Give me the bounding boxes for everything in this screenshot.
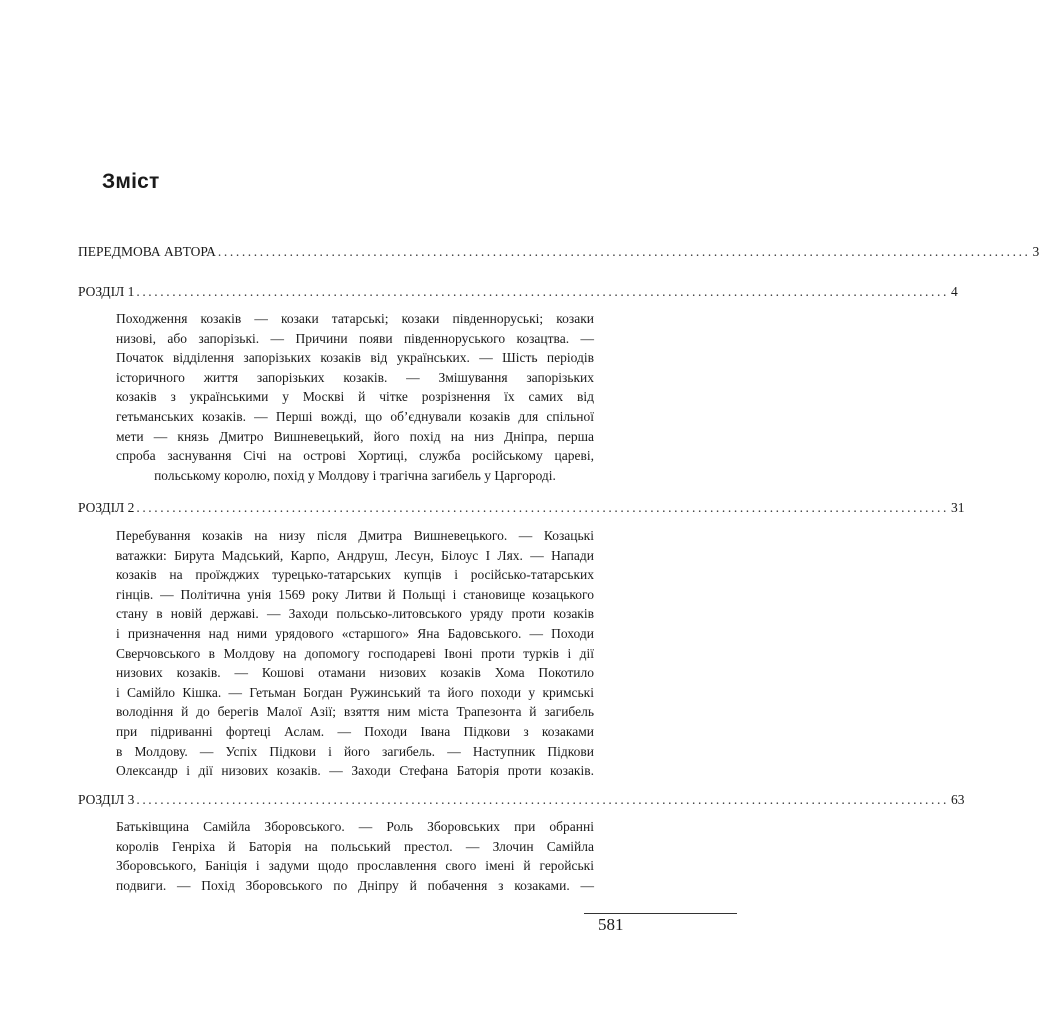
toc-entry-preface[interactable] xyxy=(78,243,1039,261)
toc-entry-page: 31 xyxy=(950,500,965,515)
toc-entry-label: ПЕРЕДМОВА АВТОРА xyxy=(78,244,216,259)
summary-line: і Самійло Кішка. — Гетьман Богдан Ружинський та його походи у кримські xyxy=(116,684,594,700)
summary-line: і призначення над ними урядового «старшого» Яна Бадовського. — Походи xyxy=(116,625,594,641)
toc-entry-chapter-2[interactable] xyxy=(78,499,965,517)
summary-line: Сверчовського в Молдову на допомогу господареві Івоні проти турків і дії xyxy=(116,645,594,661)
dot-leader: ........................................................................................................................................ xyxy=(136,500,949,515)
summary-line: низові, або запорізькі. — Причини появи південноруського козацтва. — xyxy=(116,330,594,346)
chapter-1-summary xyxy=(116,309,594,485)
toc-entry-chapter-1[interactable] xyxy=(78,283,958,301)
summary-line: королів Генріха й Баторія на польський престол. — Злочин Самійла xyxy=(116,838,594,854)
toc-entry-page: 4 xyxy=(950,284,958,299)
toc-entry-label: РОЗДІЛ 1 xyxy=(78,284,135,299)
chapter-3-summary xyxy=(116,817,594,895)
summary-line: Зборовського, Баніція і задуми щодо прославлення свого імені й геройські xyxy=(116,858,594,874)
summary-line: козаків з українськими у Москві й чітке розрізнення їх самих від xyxy=(116,389,594,405)
toc-entry-chapter-3[interactable] xyxy=(78,791,965,809)
summary-line: Батьківщина Самійла Зборовського. — Роль Зборовських при обранні xyxy=(116,819,594,834)
footer-rule xyxy=(584,913,737,914)
dot-leader: ........................................................................................................................................ xyxy=(217,244,1031,259)
summary-line: спроба заснування Січі на острові Хортиці, служба російському цареві, xyxy=(116,448,594,464)
toc-entry-page: 3 xyxy=(1032,244,1039,259)
toc-entry-label: РОЗДІЛ 3 xyxy=(78,792,135,807)
summary-line: гінців. — Політична унія 1569 року Литви й Польщі і становище козацького xyxy=(116,586,594,602)
summary-line: Перебування козаків на низу після Дмитра Вишневецького. — Козацькі xyxy=(116,528,594,543)
dot-leader: ........................................................................................................................................ xyxy=(136,284,949,299)
summary-line: історичного життя запорізьких козаків. — Змішування запорізьких xyxy=(116,369,594,385)
summary-line: ватажки: Бирута Мадський, Карпо, Андруш, Лесун, Білоус І Лях. — Напади xyxy=(116,547,594,563)
toc-entry-page: 63 xyxy=(950,792,965,807)
chapter-2-summary xyxy=(116,526,594,781)
summary-line: при підриванні фортеці Аслам. — Походи Івана Підкови з козаками xyxy=(116,723,594,739)
summary-line: в Молдову. — Успіх Підкови і його загибель. — Наступник Підкови xyxy=(116,743,594,759)
summary-line: Початок відділення запорізьких козаків від українських. — Шість періодів xyxy=(116,350,594,366)
summary-line: низових козаків. — Кошові отамани низових козаків Хома Покотило xyxy=(116,665,594,681)
page-number: 581 xyxy=(598,915,624,934)
summary-line: польському королю, похід у Молдову і трагічна загибель у Царгороді. xyxy=(154,467,556,483)
summary-line: мети — князь Дмитро Вишневецький, його похід на низ Дніпра, перша xyxy=(116,428,594,444)
summary-line: володіння й до берегів Малої Азії; взяття ним міста Трапезонта й загибель xyxy=(116,704,594,720)
toc-entry-label: РОЗДІЛ 2 xyxy=(78,500,135,515)
summary-line: Походження козаків — козаки татарські; козаки південноруські; козаки xyxy=(116,311,594,326)
summary-line: подвиги. — Похід Зборовського по Дніпру й побачення з козаками. — xyxy=(116,877,594,893)
summary-line: Олександр і дії низових козаків. — Заходи Стефана Баторія проти козаків. xyxy=(116,763,594,779)
page-title: Зміст xyxy=(102,170,160,193)
summary-line: козаків на проїжджих турецько-татарських купців і російсько-татарських xyxy=(116,567,594,583)
summary-line: гетьманських козаків. — Перші вожді, що об’єднували козаків для спільної xyxy=(116,408,594,424)
dot-leader: ........................................................................................................................................ xyxy=(136,792,949,807)
summary-line: стану в новій державі. — Заходи польсько-литовського уряду проти козаків xyxy=(116,606,594,622)
